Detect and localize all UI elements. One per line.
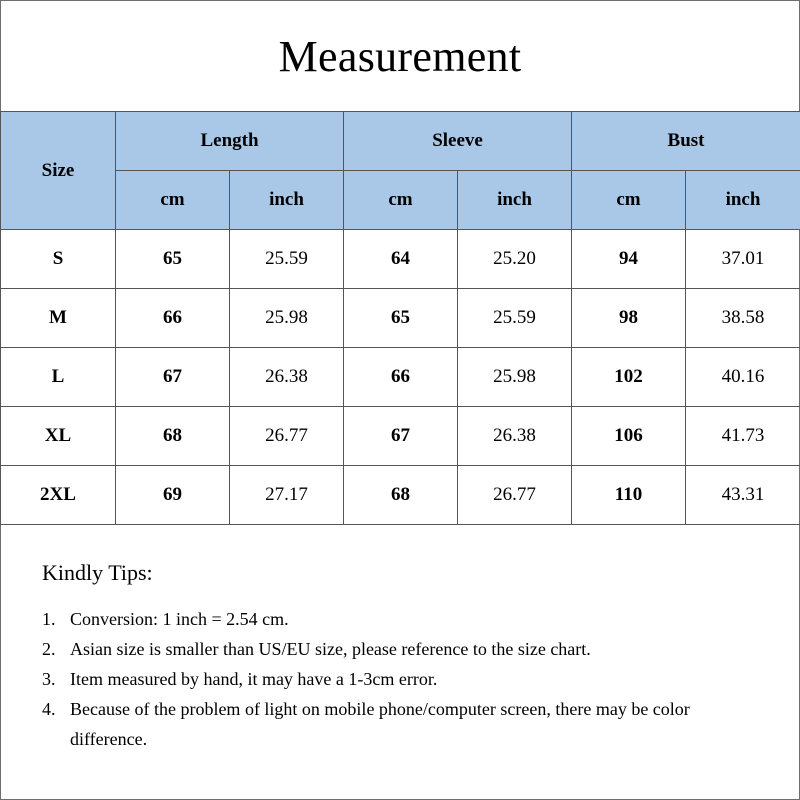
tips-section: [42, 560, 762, 754]
tip-text: Because of the problem of light on mobile phone/computer screen, there may be color difference.: [70, 699, 690, 749]
sleeve-inch-cell: 26.77: [458, 466, 572, 525]
table-row: [1, 289, 800, 348]
bust-group-header: Bust: [572, 112, 800, 171]
length-inch-cell: 25.98: [230, 289, 344, 348]
bust-cm-cell: 98: [572, 289, 686, 348]
length-cm-cell: 68: [116, 407, 230, 466]
list-item: [42, 634, 762, 664]
bust-inch-cell: 37.01: [686, 230, 800, 289]
tip-text: Item measured by hand, it may have a 1-3cm error.: [70, 669, 438, 689]
table-header-row-groups: [1, 112, 800, 171]
page-title: Measurement: [278, 31, 522, 81]
unit-header: cm: [344, 171, 458, 230]
sleeve-cm-cell: 66: [344, 348, 458, 407]
sleeve-cm-cell: 64: [344, 230, 458, 289]
tip-text: Asian size is smaller than US/EU size, please reference to the size chart.: [70, 639, 591, 659]
sleeve-inch-cell: 25.59: [458, 289, 572, 348]
table-row: [1, 348, 800, 407]
size-chart-table: [0, 111, 800, 525]
size-column-header: Size: [1, 112, 116, 230]
length-inch-cell: 26.77: [230, 407, 344, 466]
table-row: [1, 466, 800, 525]
size-cell: L: [1, 348, 116, 407]
bust-cm-cell: 94: [572, 230, 686, 289]
length-inch-cell: 26.38: [230, 348, 344, 407]
tip-number: 3.: [42, 669, 56, 689]
bust-inch-cell: 41.73: [686, 407, 800, 466]
length-inch-cell: 25.59: [230, 230, 344, 289]
sleeve-inch-cell: 25.20: [458, 230, 572, 289]
length-inch-cell: 27.17: [230, 466, 344, 525]
unit-header: cm: [116, 171, 230, 230]
size-cell: M: [1, 289, 116, 348]
unit-header: cm: [572, 171, 686, 230]
bust-cm-cell: 102: [572, 348, 686, 407]
size-cell: 2XL: [1, 466, 116, 525]
tip-text: Conversion: 1 inch = 2.54 cm.: [70, 609, 289, 629]
tip-number: 2.: [42, 639, 56, 659]
table-header-row-units: [1, 171, 800, 230]
tip-number: 4.: [42, 699, 56, 719]
length-group-header: Length: [116, 112, 344, 171]
sleeve-inch-cell: 26.38: [458, 407, 572, 466]
length-cm-cell: 69: [116, 466, 230, 525]
length-cm-cell: 67: [116, 348, 230, 407]
table-row: [1, 407, 800, 466]
length-cm-cell: 66: [116, 289, 230, 348]
table-row: [1, 230, 800, 289]
sleeve-cm-cell: 68: [344, 466, 458, 525]
bust-inch-cell: 40.16: [686, 348, 800, 407]
unit-header: inch: [686, 171, 800, 230]
bust-cm-cell: 106: [572, 407, 686, 466]
bust-cm-cell: 110: [572, 466, 686, 525]
sleeve-inch-cell: 25.98: [458, 348, 572, 407]
sleeve-cm-cell: 67: [344, 407, 458, 466]
sleeve-cm-cell: 65: [344, 289, 458, 348]
tips-list: [42, 604, 762, 754]
list-item: [42, 664, 762, 694]
bust-inch-cell: 38.58: [686, 289, 800, 348]
list-item: [42, 694, 762, 754]
size-cell: S: [1, 230, 116, 289]
sleeve-group-header: Sleeve: [344, 112, 572, 171]
tip-number: 1.: [42, 609, 56, 629]
tips-title: Kindly Tips:: [42, 560, 153, 585]
unit-header: inch: [230, 171, 344, 230]
list-item: [42, 604, 762, 634]
size-cell: XL: [1, 407, 116, 466]
bust-inch-cell: 43.31: [686, 466, 800, 525]
unit-header: inch: [458, 171, 572, 230]
length-cm-cell: 65: [116, 230, 230, 289]
